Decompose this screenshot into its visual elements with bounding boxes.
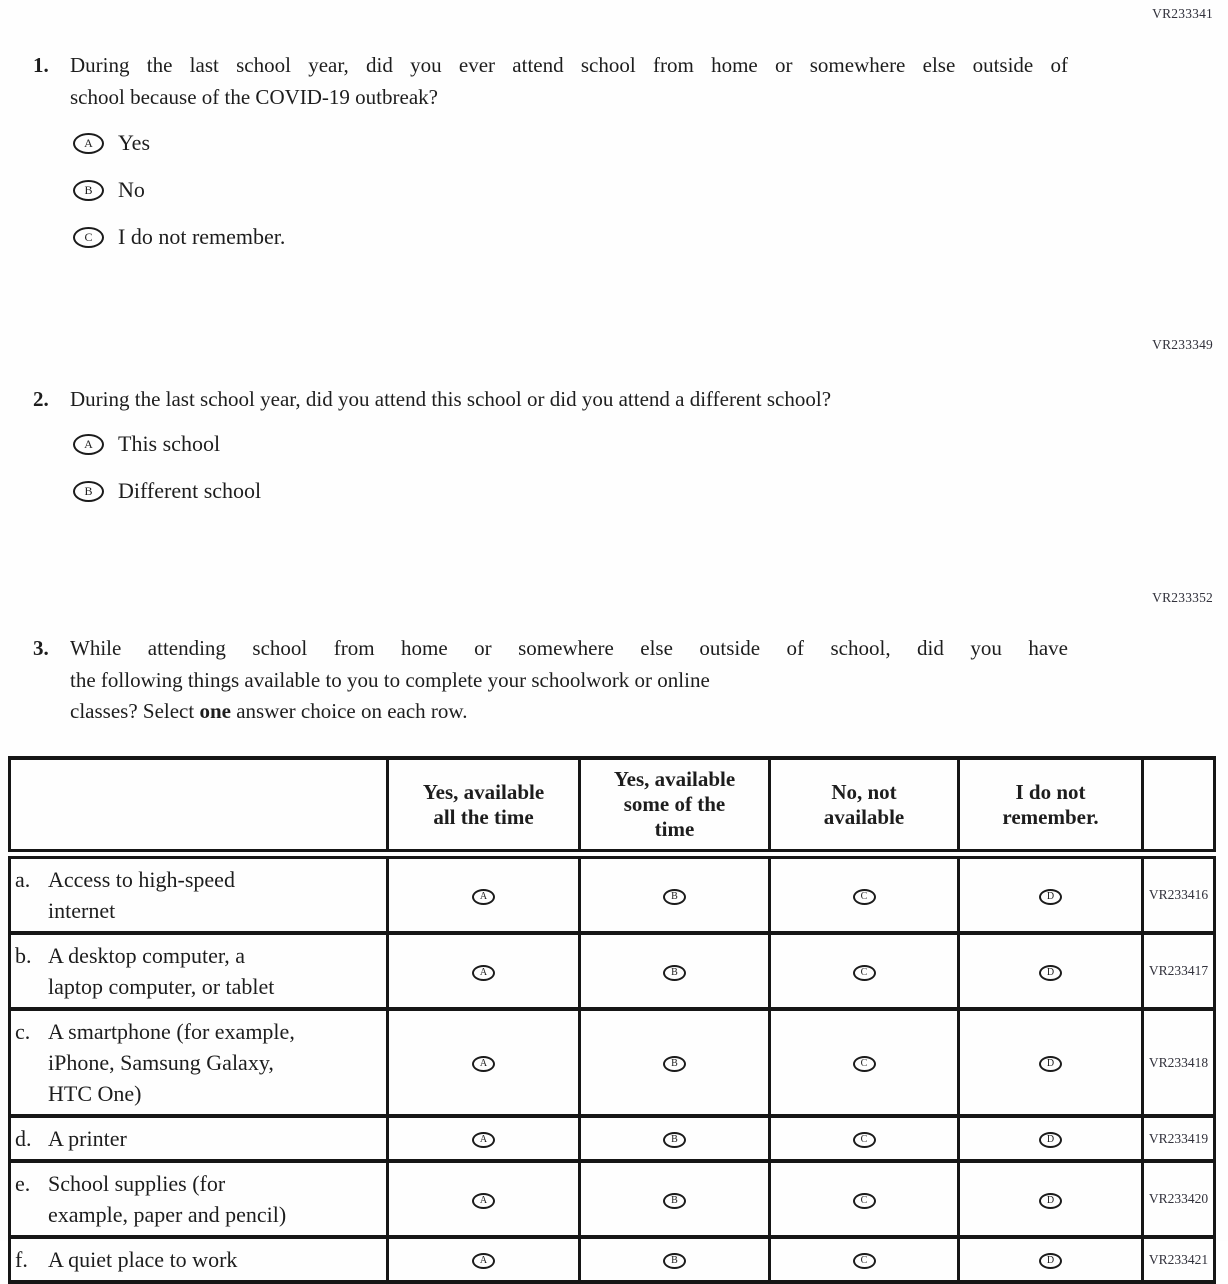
row-b-bubble-c[interactable]: C [853,965,876,981]
row-a-bubble-d[interactable]: D [1039,889,1062,905]
row-d-code: VR233419 [1143,1116,1215,1161]
row-a-bubble-b[interactable]: B [663,889,686,905]
q1-option-c [73,222,285,252]
header-yes-some-time: Yes, available some of the time [580,758,770,854]
q1-bubble-c[interactable]: C [73,227,104,248]
q2-option-a-label: This school [118,431,221,456]
table-row-b [10,933,1215,1009]
q1-option-a [73,128,150,158]
row-c-bubble-c[interactable]: C [853,1056,876,1072]
row-d-bubble-d[interactable]: D [1039,1132,1062,1148]
table-header-row [10,758,1215,854]
row-a-label: a. Access to high-speed internet [10,854,388,933]
question-3-line-2: the following things available to you to complete your schoolwork or online [70,667,710,692]
row-a-bubble-a[interactable]: A [472,889,495,905]
row-b-bubble-b[interactable]: B [663,965,686,981]
question-1-line-2: school because of the COVID-19 outbreak? [70,84,438,109]
row-a-code: VR233416 [1143,854,1215,933]
q1-option-b-label: No [118,177,145,202]
row-d-bubble-a[interactable]: A [472,1132,495,1148]
form-code-q1: VR233341 [1152,6,1213,21]
row-b-code: VR233417 [1143,933,1215,1009]
header-empty-cell [10,758,388,854]
question-3-text [70,633,1068,728]
row-c-bubble-a[interactable]: A [472,1056,495,1072]
table-row-c [10,1009,1215,1116]
table-row-e [10,1161,1215,1237]
row-d-bubble-b[interactable]: B [663,1132,686,1148]
header-yes-all-time: Yes, available all the time [388,758,580,854]
header-code-cell [1143,758,1215,854]
q2-bubble-a[interactable]: A [73,434,104,455]
row-e-bubble-b[interactable]: B [663,1193,686,1209]
question-1-line-1: During the last school year, did you ever attend school from home or somewhere else outside of [70,53,1068,77]
row-c-label: c. A smartphone (for example, iPhone, Samsung Galaxy, HTC One) [10,1009,388,1116]
question-2-line-1: During the last school year, did you attend this school or did you attend a different school? [70,387,832,411]
form-code-q3: VR233352 [1152,590,1213,605]
q2-option-b-label: Different school [118,478,262,503]
question-3-number: 3. [33,636,49,660]
row-f-bubble-b[interactable]: B [663,1253,686,1269]
question-2-text [70,384,1068,416]
form-code-q2: VR233349 [1152,337,1213,352]
row-d-label: d. A printer [10,1116,388,1161]
header-no-not-available: No, not available [770,758,959,854]
q1-option-c-label: I do not remember. [118,224,286,249]
q2-option-a [73,429,220,459]
q2-bubble-b[interactable]: B [73,481,104,502]
q1-option-b [73,175,145,205]
row-c-code: VR233418 [1143,1009,1215,1116]
question-3-line-3: classes? Select one answer choice on each row. [70,699,468,723]
row-f-bubble-d[interactable]: D [1039,1253,1062,1269]
row-e-bubble-d[interactable]: D [1039,1193,1062,1209]
row-d-bubble-c[interactable]: C [853,1132,876,1148]
row-f-bubble-c[interactable]: C [853,1253,876,1269]
row-c-bubble-d[interactable]: D [1039,1056,1062,1072]
question-1-number: 1. [33,53,49,77]
header-do-not-remember: I do not remember. [959,758,1143,854]
row-b-bubble-a[interactable]: A [472,965,495,981]
row-e-bubble-c[interactable]: C [853,1193,876,1209]
q1-option-a-label: Yes [118,130,151,155]
question-1-text [70,50,1068,113]
q1-bubble-b[interactable]: B [73,180,104,201]
table-row-d [10,1116,1215,1161]
row-e-bubble-a[interactable]: A [472,1193,495,1209]
row-a-bubble-c[interactable]: C [853,889,876,905]
row-c-bubble-b[interactable]: B [663,1056,686,1072]
question-2-number: 2. [33,387,49,411]
row-b-bubble-d[interactable]: D [1039,965,1062,981]
q1-bubble-a[interactable]: A [73,133,104,154]
row-e-label: e. School supplies (for example, paper and pencil) [10,1161,388,1237]
row-f-label: f. A quiet place to work [10,1237,388,1282]
row-f-code: VR233421 [1143,1237,1215,1282]
row-b-label: b. A desktop computer, a laptop computer, or tablet [10,933,388,1009]
row-f-bubble-a[interactable]: A [472,1253,495,1269]
question-3-line-1: While attending school from home or somewhere else outside of school, did you have [70,636,1068,660]
table-row-f [10,1237,1215,1282]
table-row-a [10,854,1215,933]
q2-option-b [73,476,261,506]
row-e-code: VR233420 [1143,1161,1215,1237]
availability-table [8,756,1216,1284]
